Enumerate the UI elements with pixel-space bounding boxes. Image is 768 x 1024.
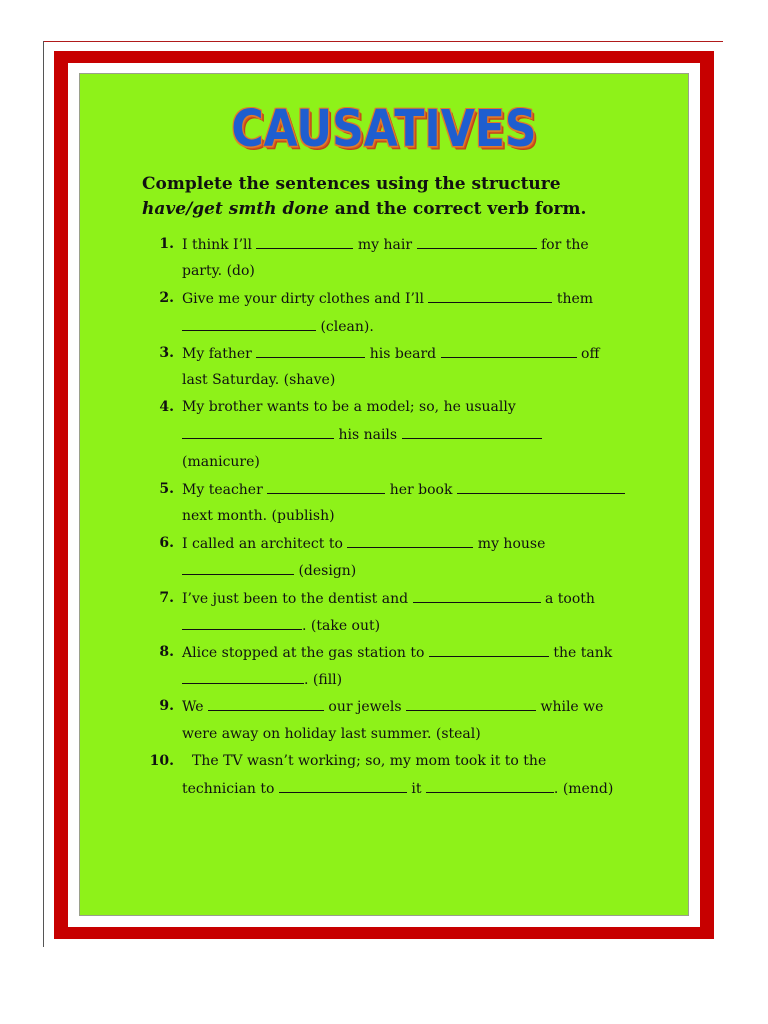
exercise-text: . (fill): [304, 672, 343, 689]
exercise-text: (design): [294, 563, 357, 580]
exercise-text: for the: [536, 237, 589, 253]
answer-blank[interactable]: [182, 617, 302, 630]
exercise-text: Give me your dirty clothes and I’ll: [182, 291, 429, 308]
answer-blank[interactable]: [267, 481, 385, 494]
answer-blank[interactable]: [441, 345, 577, 358]
exercise-number-wrap: [0, 481, 174, 497]
exercise-line: [182, 726, 481, 742]
exercise-text: last Saturday. (shave): [182, 372, 336, 388]
answer-blank[interactable]: [256, 236, 353, 249]
exercise-text: her book: [385, 481, 457, 498]
exercise-line: [182, 698, 603, 715]
answer-blank[interactable]: [426, 780, 554, 793]
answer-blank[interactable]: [347, 535, 473, 548]
exercise-line: [182, 345, 599, 362]
exercise-number: 9.: [159, 698, 174, 715]
exercise-number-wrap: [0, 290, 174, 306]
exercise-text: I think I’ll: [182, 237, 257, 253]
answer-blank[interactable]: [413, 590, 541, 603]
exercise-line: [182, 481, 625, 498]
exercise-number-wrap: [0, 698, 174, 714]
exercise-text: our jewels: [323, 699, 407, 716]
exercise-text: We: [182, 699, 208, 716]
exercise-line: [182, 318, 374, 335]
answer-blank[interactable]: [182, 426, 334, 439]
exercise-line: [182, 644, 612, 661]
answer-blank[interactable]: [208, 698, 324, 711]
exercise-text: the tank: [548, 645, 613, 661]
exercise-text: I called an architect to: [182, 536, 348, 553]
exercise-number: 1.: [159, 236, 174, 252]
exercise-line: [182, 562, 356, 579]
exercise-line: [182, 617, 380, 634]
exercise-line: [182, 290, 593, 307]
exercise-text: party. (do): [182, 263, 255, 280]
answer-blank[interactable]: [256, 345, 365, 358]
exercise-number: 3.: [159, 344, 174, 361]
exercise-line: [182, 426, 542, 443]
exercise-number: 7.: [159, 589, 174, 606]
exercise-number: 5.: [159, 480, 174, 497]
exercise-text: Alice stopped at the gas station to: [182, 645, 429, 661]
exercise-number-wrap: [0, 535, 174, 551]
exercise-text: a tooth: [540, 590, 595, 607]
exercise-number-wrap: [0, 644, 174, 660]
exercise-text: My teacher: [182, 481, 268, 498]
exercise-text: were away on holiday last summer. (steal): [182, 725, 481, 742]
exercise-line: [182, 590, 595, 607]
exercise-number-wrap: [0, 590, 174, 606]
instructions-part2: and the correct verb form.: [334, 199, 587, 219]
answer-blank[interactable]: [182, 562, 294, 575]
answer-blank[interactable]: [279, 780, 407, 793]
answer-blank[interactable]: [457, 481, 625, 494]
worksheet-title: CAUSATIVES: [231, 100, 537, 159]
answer-blank[interactable]: [429, 644, 549, 657]
answer-blank[interactable]: [417, 236, 537, 249]
exercise-text: my hair: [353, 237, 417, 253]
exercise-text: my house: [473, 536, 546, 553]
instructions-part1: Complete the sentences using the structure: [142, 174, 561, 194]
answer-blank[interactable]: [428, 290, 552, 303]
exercise-text: off: [576, 345, 600, 362]
answer-blank[interactable]: [182, 671, 304, 684]
answer-blank[interactable]: [406, 698, 536, 711]
exercise-text: while we: [536, 699, 604, 716]
exercise-line: [182, 671, 342, 688]
exercise-text: his nails: [334, 427, 402, 444]
exercise-number-wrap: [0, 345, 174, 361]
exercise-text: The TV wasn’t working; so, my mom took it to the: [192, 752, 547, 769]
exercise-line: [182, 399, 516, 415]
exercise-number: 8.: [159, 644, 174, 660]
answer-blank[interactable]: [402, 426, 542, 439]
exercise-line: [182, 508, 335, 524]
exercise-text: (manicure): [182, 453, 260, 470]
exercise-text: My brother wants to be a model; so, he usually: [182, 399, 516, 416]
exercise-text: them: [552, 291, 594, 308]
exercise-number-wrap: [0, 399, 174, 415]
exercise-line: [192, 753, 546, 769]
exercise-number-wrap: [0, 236, 174, 252]
exercise-number-wrap: [0, 753, 174, 769]
exercise-text: technician to: [182, 781, 279, 797]
exercise-text: My father: [182, 345, 257, 362]
exercise-line: [182, 780, 613, 797]
exercise-number: 4.: [159, 399, 174, 416]
exercise-text: it: [406, 781, 426, 797]
exercise-number: 2.: [159, 290, 174, 307]
exercise-line: [182, 263, 255, 279]
exercise-number: 6.: [159, 535, 174, 552]
exercise-line: [182, 454, 260, 470]
answer-blank[interactable]: [182, 318, 316, 331]
exercise-line: [182, 372, 335, 388]
exercise-text: . (take out): [302, 617, 381, 634]
exercise-text: . (mend): [553, 781, 614, 797]
exercise-line: [182, 535, 545, 552]
exercise-number: 10.: [149, 752, 174, 769]
exercise-text: (clean).: [316, 318, 374, 335]
instructions-emphasis: have/get smth done: [142, 199, 329, 219]
exercise-line: [182, 236, 589, 253]
exercise-text: I’ve just been to the dentist and: [182, 590, 413, 607]
exercise-text: next month. (publish): [182, 508, 335, 524]
exercise-text: his beard: [365, 345, 441, 362]
